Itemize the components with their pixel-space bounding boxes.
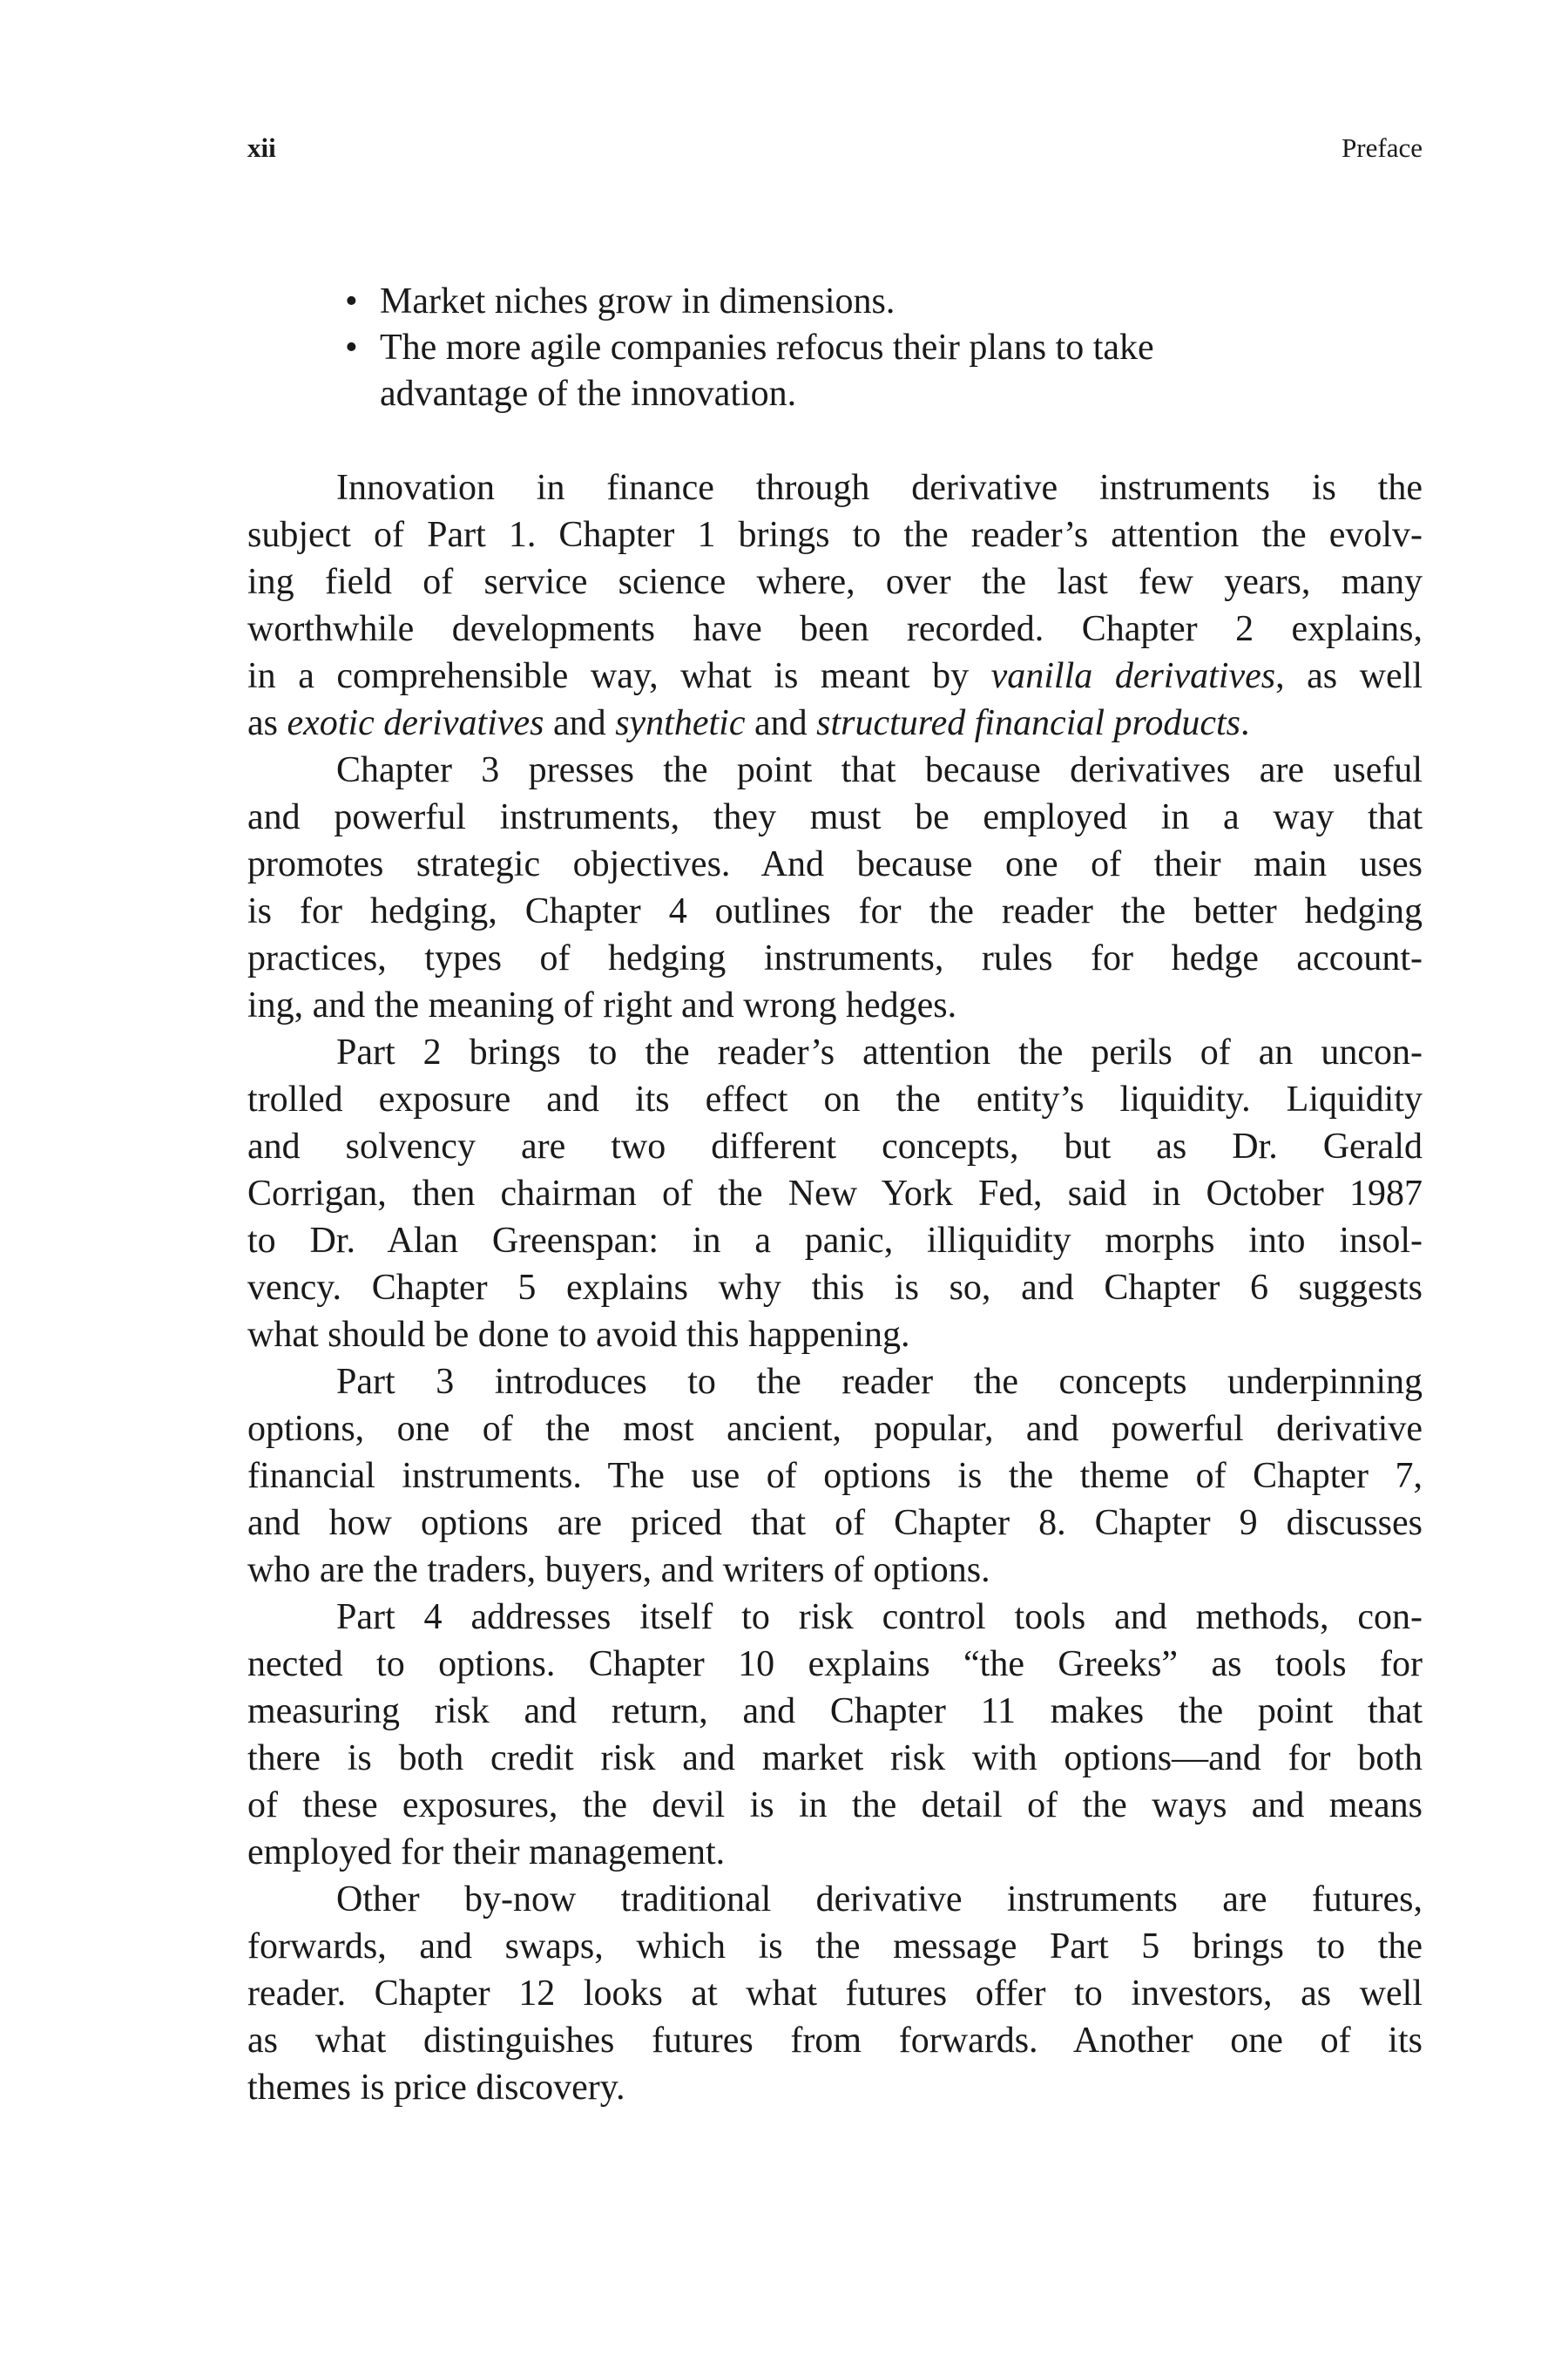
text-segment: and powerful instruments, they must be employed in a way that bbox=[247, 797, 1423, 837]
text-segment: ing field of service science where, over the last few years, many bbox=[247, 562, 1423, 602]
text-line bbox=[247, 1029, 1423, 1076]
text-segment: options, one of the most ancient, popular, and powerful derivative bbox=[247, 1409, 1423, 1449]
text-segment: worthwhile developments have been recorded. Chapter 2 explains, bbox=[247, 609, 1423, 649]
paragraph bbox=[247, 1876, 1423, 2111]
bullet-icon: • bbox=[345, 281, 358, 322]
text-line bbox=[247, 2017, 1423, 2064]
bullet-list bbox=[247, 279, 1423, 417]
paragraph bbox=[247, 464, 1423, 747]
text-segment: reader. Chapter 12 looks at what futures offer to investors, as well bbox=[247, 1973, 1423, 2014]
text-segment: subject of Part 1. Chapter 1 brings to the reader’s attention the evolv- bbox=[247, 515, 1423, 555]
text-segment: practices, types of hedging instruments, rules for hedge account- bbox=[247, 938, 1423, 978]
text-line bbox=[247, 1641, 1423, 1688]
text-segment: and bbox=[745, 703, 817, 743]
text-line bbox=[247, 511, 1423, 559]
text-line bbox=[247, 1076, 1423, 1123]
text-line bbox=[247, 1500, 1423, 1547]
bullet-line: Market niches grow in dimensions. bbox=[380, 281, 896, 322]
text-line bbox=[247, 982, 1423, 1029]
italic-term: synthetic bbox=[615, 703, 746, 743]
text-segment: Part 4 addresses itself to risk control tools and methods, con- bbox=[336, 1597, 1423, 1637]
italic-term: vanilla derivatives bbox=[990, 656, 1276, 696]
text-line bbox=[247, 653, 1423, 700]
italic-term: exotic derivatives bbox=[287, 703, 544, 743]
text-segment: . bbox=[1240, 703, 1250, 743]
text-segment: employed for their management. bbox=[247, 1832, 726, 1872]
text-line bbox=[247, 1923, 1423, 1970]
text-segment: measuring risk and return, and Chapter 11 makes the point that bbox=[247, 1691, 1423, 1731]
text-line bbox=[247, 1547, 1423, 1594]
paragraph bbox=[247, 747, 1423, 1029]
paragraph bbox=[247, 1029, 1423, 1358]
bullet-icon: • bbox=[345, 328, 358, 368]
text-segment: Corrigan, then chairman of the New York Fed, said in October 1987 bbox=[247, 1174, 1423, 1214]
text-line bbox=[247, 2064, 1423, 2111]
text-line bbox=[247, 1217, 1423, 1264]
paragraph bbox=[247, 1594, 1423, 1876]
bullet-item bbox=[247, 325, 1423, 417]
text-segment: there is both credit risk and market risk with options—and for both bbox=[247, 1738, 1423, 1778]
text-segment: and bbox=[544, 703, 616, 743]
text-line bbox=[247, 1170, 1423, 1217]
text-line bbox=[247, 1829, 1423, 1876]
text-segment: promotes strategic objectives. And because one of their main uses bbox=[247, 844, 1423, 884]
text-segment: ing, and the meaning of right and wrong hedges. bbox=[247, 985, 957, 1026]
text-segment: of these exposures, the devil is in the detail of the ways and means bbox=[247, 1785, 1423, 1825]
text-segment: forwards, and swaps, which is the message Part 5 brings to the bbox=[247, 1926, 1423, 1967]
text-segment: Innovation in finance through derivative instruments is the bbox=[336, 468, 1423, 508]
text-line bbox=[247, 1782, 1423, 1829]
text-line bbox=[247, 935, 1423, 982]
text-line bbox=[247, 1311, 1423, 1358]
text-segment: in a comprehensible way, what is meant by bbox=[247, 656, 991, 696]
text-line bbox=[247, 464, 1423, 511]
text-segment: is for hedging, Chapter 4 outlines for the reader the better hedging bbox=[247, 891, 1423, 931]
text-line bbox=[247, 1405, 1423, 1452]
text-segment: Other by-now traditional derivative instruments are futures, bbox=[336, 1879, 1423, 1919]
text-line bbox=[247, 794, 1423, 841]
text-line bbox=[247, 1264, 1423, 1311]
text-segment: trolled exposure and its effect on the entity’s liquidity. Liquidity bbox=[247, 1080, 1423, 1120]
text-segment: to Dr. Alan Greenspan: in a panic, illiquidity morphs into insol- bbox=[247, 1221, 1423, 1261]
text-segment: as bbox=[247, 703, 287, 743]
text-line bbox=[247, 559, 1423, 606]
page-number: xii bbox=[247, 132, 276, 163]
text-segment: what should be done to avoid this happening. bbox=[247, 1315, 910, 1355]
bullet-line: The more agile companies refocus their plans to take bbox=[380, 328, 1154, 368]
text-segment: Part 2 brings to the reader’s attention the perils of an uncon- bbox=[336, 1032, 1423, 1073]
running-header: Preface bbox=[1342, 132, 1423, 163]
text-line bbox=[247, 1688, 1423, 1735]
text-line bbox=[247, 1735, 1423, 1782]
text-line bbox=[247, 1594, 1423, 1641]
text-line bbox=[247, 606, 1423, 653]
bullet-line: advantage of the innovation. bbox=[380, 374, 797, 414]
text-line bbox=[247, 1876, 1423, 1923]
italic-term: structured financial products bbox=[816, 703, 1240, 743]
text-segment: vency. Chapter 5 explains why this is so, and Chapter 6 suggests bbox=[247, 1268, 1423, 1308]
text-segment: themes is price discovery. bbox=[247, 2068, 625, 2108]
text-line bbox=[247, 1358, 1423, 1405]
text-segment: who are the traders, buyers, and writers of options. bbox=[247, 1550, 990, 1590]
text-segment: and solvency are two different concepts, but as Dr. Gerald bbox=[247, 1127, 1423, 1167]
text-segment: , as well bbox=[1275, 656, 1423, 696]
text-line bbox=[247, 1452, 1423, 1500]
text-segment: Chapter 3 presses the point that because derivatives are useful bbox=[336, 750, 1423, 790]
text-segment: and how options are priced that of Chapter 8. Chapter 9 discusses bbox=[247, 1503, 1423, 1543]
paragraph bbox=[247, 1358, 1423, 1594]
text-line bbox=[247, 1970, 1423, 2017]
text-segment: nected to options. Chapter 10 explains “the Greeks” as tools for bbox=[247, 1644, 1423, 1684]
text-line bbox=[247, 700, 1423, 747]
body-text bbox=[247, 464, 1423, 2111]
text-segment: as what distinguishes futures from forwards. Another one of its bbox=[247, 2021, 1423, 2061]
text-line bbox=[247, 841, 1423, 888]
text-line bbox=[247, 888, 1423, 935]
text-segment: financial instruments. The use of options is the theme of Chapter 7, bbox=[247, 1456, 1423, 1496]
text-segment: Part 3 introduces to the reader the concepts underpinning bbox=[336, 1362, 1423, 1402]
text-line bbox=[247, 1123, 1423, 1170]
bullet-item bbox=[247, 279, 1423, 325]
text-line bbox=[247, 747, 1423, 794]
